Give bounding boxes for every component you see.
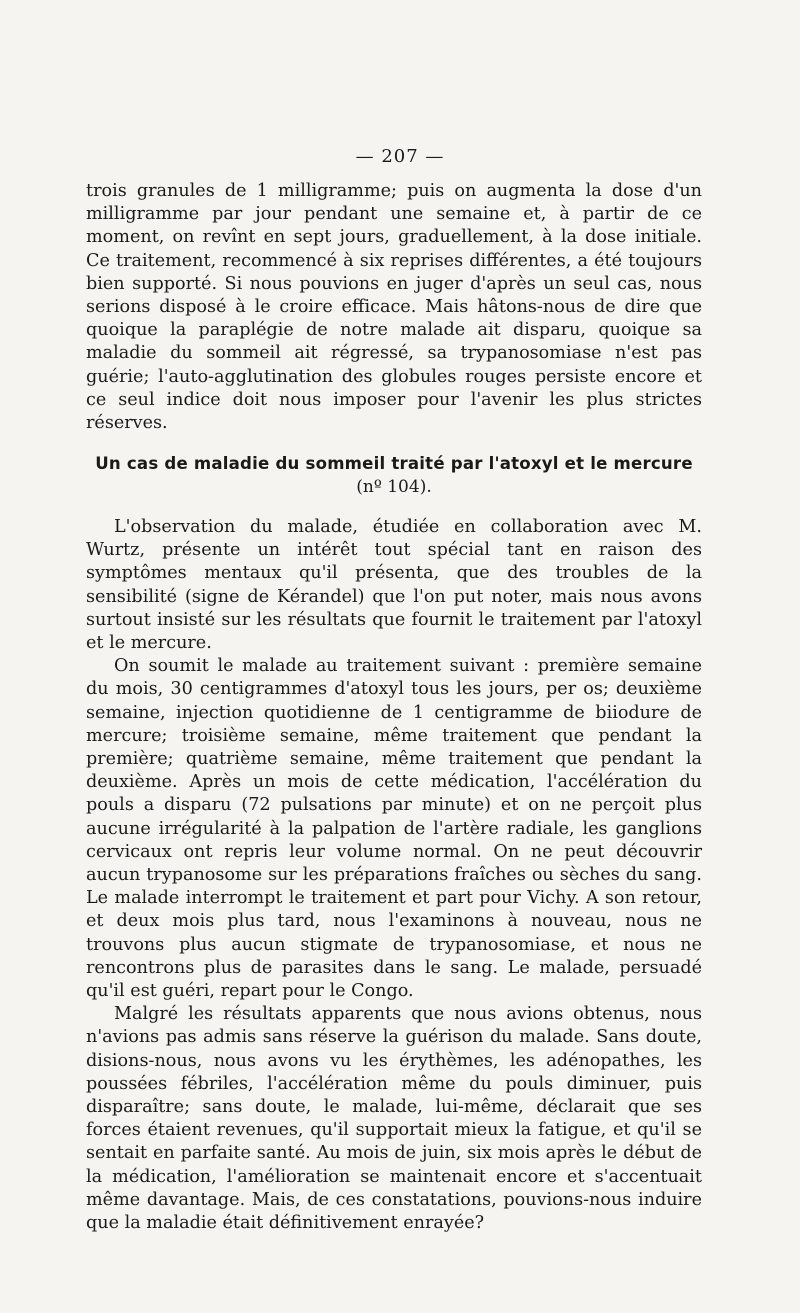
section-heading <box>86 452 702 498</box>
paragraph: On soumit le malade au traitement suivant : première semaine du mois, 30 centigrammes d'atoxyl tous les jours, per os; deuxième semaine, injection quotidienne de 1 centigramme de biiodure de mercure; troisième semaine, même traitement que pendant la première; quatrième semaine, même traitement que pendant la deuxième. Après un mois de cette médication, l'accélération du pouls a disparu (72 pulsations par minute) et on ne perçoit plus aucune irrégularité à la palpation de l'artère radiale, les ganglions cervicaux ont repris leur volume normal. On ne peut découvrir aucun trypanosome sur les préparations fraîches ou sèches du sang. Le malade interrompt le traitement et part pour Vichy. A son retour, et deux mois plus tard, nous l'examinons à nouveau, nous ne trouvons plus aucun stigmate de trypanosomiase, et nous ne rencontrons plus de parasites dans le sang. Le malade, persuadé qu'il est guéri, repart pour le Congo. <box>86 656 702 1002</box>
text-block-after <box>86 516 702 1235</box>
paragraph: Malgré les résultats apparents que nous avions obtenus, nous n'avions pas admis sans réserve la guérison du malade. Sans doute, disions-nous, nous avons vu les érythèmes, les adénopathes, les poussées fébriles, l'accélération même du pouls diminuer, puis disparaître; sans doute, le malade, lui-même, déclarait que ses forces étaient revenues, qu'il supportait mieux la fatigue, et qu'il se sentait en parfaite santé. Au mois de juin, six mois après le début de la médication, l'amélioration se maintenait encore et s'accentuait même davantage. Mais, de ces constatations, pouvions-nous induire que la maladie était définitivement enrayée? <box>86 1004 702 1234</box>
paragraph: trois granules de 1 milligramme; puis on augmenta la dose d'un milligramme par jour pendant une semaine et, à partir de ce moment, on revînt en sept jours, graduellement, à la dose initiale. Ce traitement, recommencé à six reprises différentes, a été toujours bien supporté. Si nous pouvions en juger d'après un seul cas, nous serions disposé à le croire efficace. Mais hâtons-nous de dire que quoique la paraplégie de notre malade ait disparu, quoique sa maladie du sommeil ait régressé, sa trypanosomiase n'est pas guérie; l'auto-agglutination des globules rouges persiste encore et ce seul indice doit nous imposer pour l'avenir les plus strictes réserves. <box>86 181 702 434</box>
section-number: (nº 104). <box>356 477 432 497</box>
section-title: Un cas de maladie du sommeil traité par l'atoxyl et le mercure <box>95 454 693 473</box>
text-block-before <box>86 180 702 435</box>
paragraph: L'observation du malade, étudiée en collaboration avec M. Wurtz, présente un intérêt tout spécial tant en raison des symptômes mentaux qu'il présenta, que des troubles de la sensibilité (signe de Kérandel) que l'on put noter, mais nous avons surtout insisté sur les résultats que fournit le traitement par l'atoxyl et le mercure. <box>86 517 702 654</box>
page-number: — 207 — <box>355 146 445 167</box>
